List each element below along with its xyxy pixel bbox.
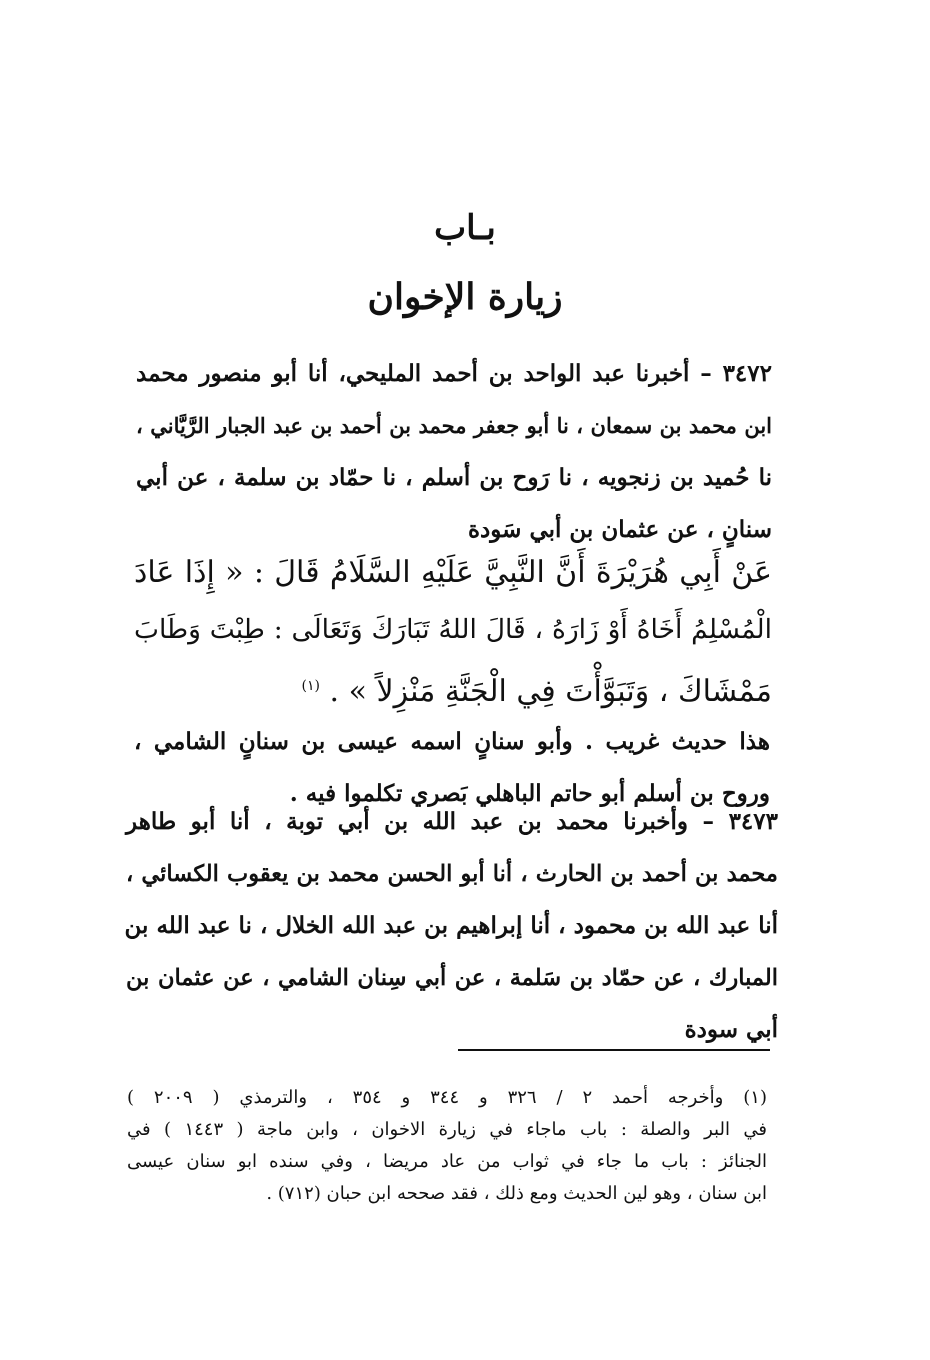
- hadith-3473-isnad: [126, 796, 778, 1056]
- isnad-line: ابن محمد بن سمعان ، نا أبو جعفر محمد بن أحمد بن عبد الجبار الرَّيَّاني ،: [136, 413, 772, 438]
- matn-line: عَنْ أَبِي هُرَيْرَةَ أَنَّ النَّبِيَّ عَلَيْهِ السَّلَامُ قَالَ : « إِذَا عَادَ: [134, 555, 772, 590]
- footnote-divider: [458, 1049, 770, 1051]
- comment-line: هذا حديث غريب . وأبو سنانٍ اسمه عيسى بن سنانٍ الشامي ،: [134, 728, 770, 755]
- isnad-line: سنانٍ ، عن عثمان بن أبي سَودة: [468, 516, 772, 543]
- isnad-line: ٣٤٧٣ – وأخبرنا محمد بن عبد الله بن أبي توبة ، أنا أبو طاهر: [126, 808, 778, 835]
- footnote-line: الجنائز : باب ما جاء في ثواب من عاد مريضا ، وفي سنده ابو سنان عيسى: [127, 1151, 767, 1172]
- footnote-reference: (١): [301, 678, 320, 694]
- isnad-line: أبي سودة: [684, 1016, 778, 1043]
- footnote-line: ابن سنان ، وهو لين الحديث ومع ذلك ، فقد صححه ابن حبان (٧١٢) .: [266, 1183, 767, 1204]
- hadith-3472-matn: [134, 544, 772, 715]
- matn-line: الْمُسْلِمُ أَخَاهُ أَوْ زَارَهُ ، قَالَ اللهُ تَبَارَكَ وَتَعَالَى : طِبْتَ وَطَابَ: [134, 614, 772, 645]
- isnad-line: ٣٤٧٢ – أخبرنا عبد الواحد بن أحمد المليحي، أنا أبو منصور محمد: [136, 360, 772, 387]
- footnote-line: في البر والصلة : باب ماجاء في زيارة الاخوان ، وابن ماجة ( ١٤٤٣ ) في: [127, 1119, 767, 1140]
- matn-line: مَمْشَاكَ ، وَتَبَوَّأْتَ فِي الْجَنَّةِ مَنْزِلاً » .: [329, 674, 772, 709]
- chapter-label: بـاب: [434, 208, 496, 248]
- footnote-line: (١) وأخرجه أحمد ٢ / ٣٢٦ و ٣٤٤ و ٣٥٤ ، والترمذي ( ٢٠٠٩ ): [127, 1087, 767, 1108]
- matn-line-last: [134, 658, 772, 715]
- isnad-line: المبارك ، عن حمّاد بن سَلمة ، عن أبي سِنان الشامي ، عن عثمان بن: [126, 965, 778, 991]
- footnote: [127, 1082, 767, 1210]
- isnad-line: محمد بن أحمد بن الحارث ، أنا أبو الحسن محمد بن يعقوب الكسائي ،: [126, 861, 778, 887]
- chapter-title: زيارة الإخوان: [367, 276, 563, 318]
- hadith-3472-isnad: [136, 348, 772, 556]
- isnad-line: أنا عبد الله بن محمود ، أنا إبراهيم بن عبد الله الخلال ، نا عبد الله بن: [124, 912, 778, 939]
- comment-line: وروح بن أسلم أبو حاتم الباهلي بَصري تكلموا فيه .: [289, 780, 770, 807]
- isnad-line: نا حُميد بن زنجويه ، نا رَوح بن أسلم ، نا حمّاد بن سلمة ، عن أبي: [136, 464, 772, 491]
